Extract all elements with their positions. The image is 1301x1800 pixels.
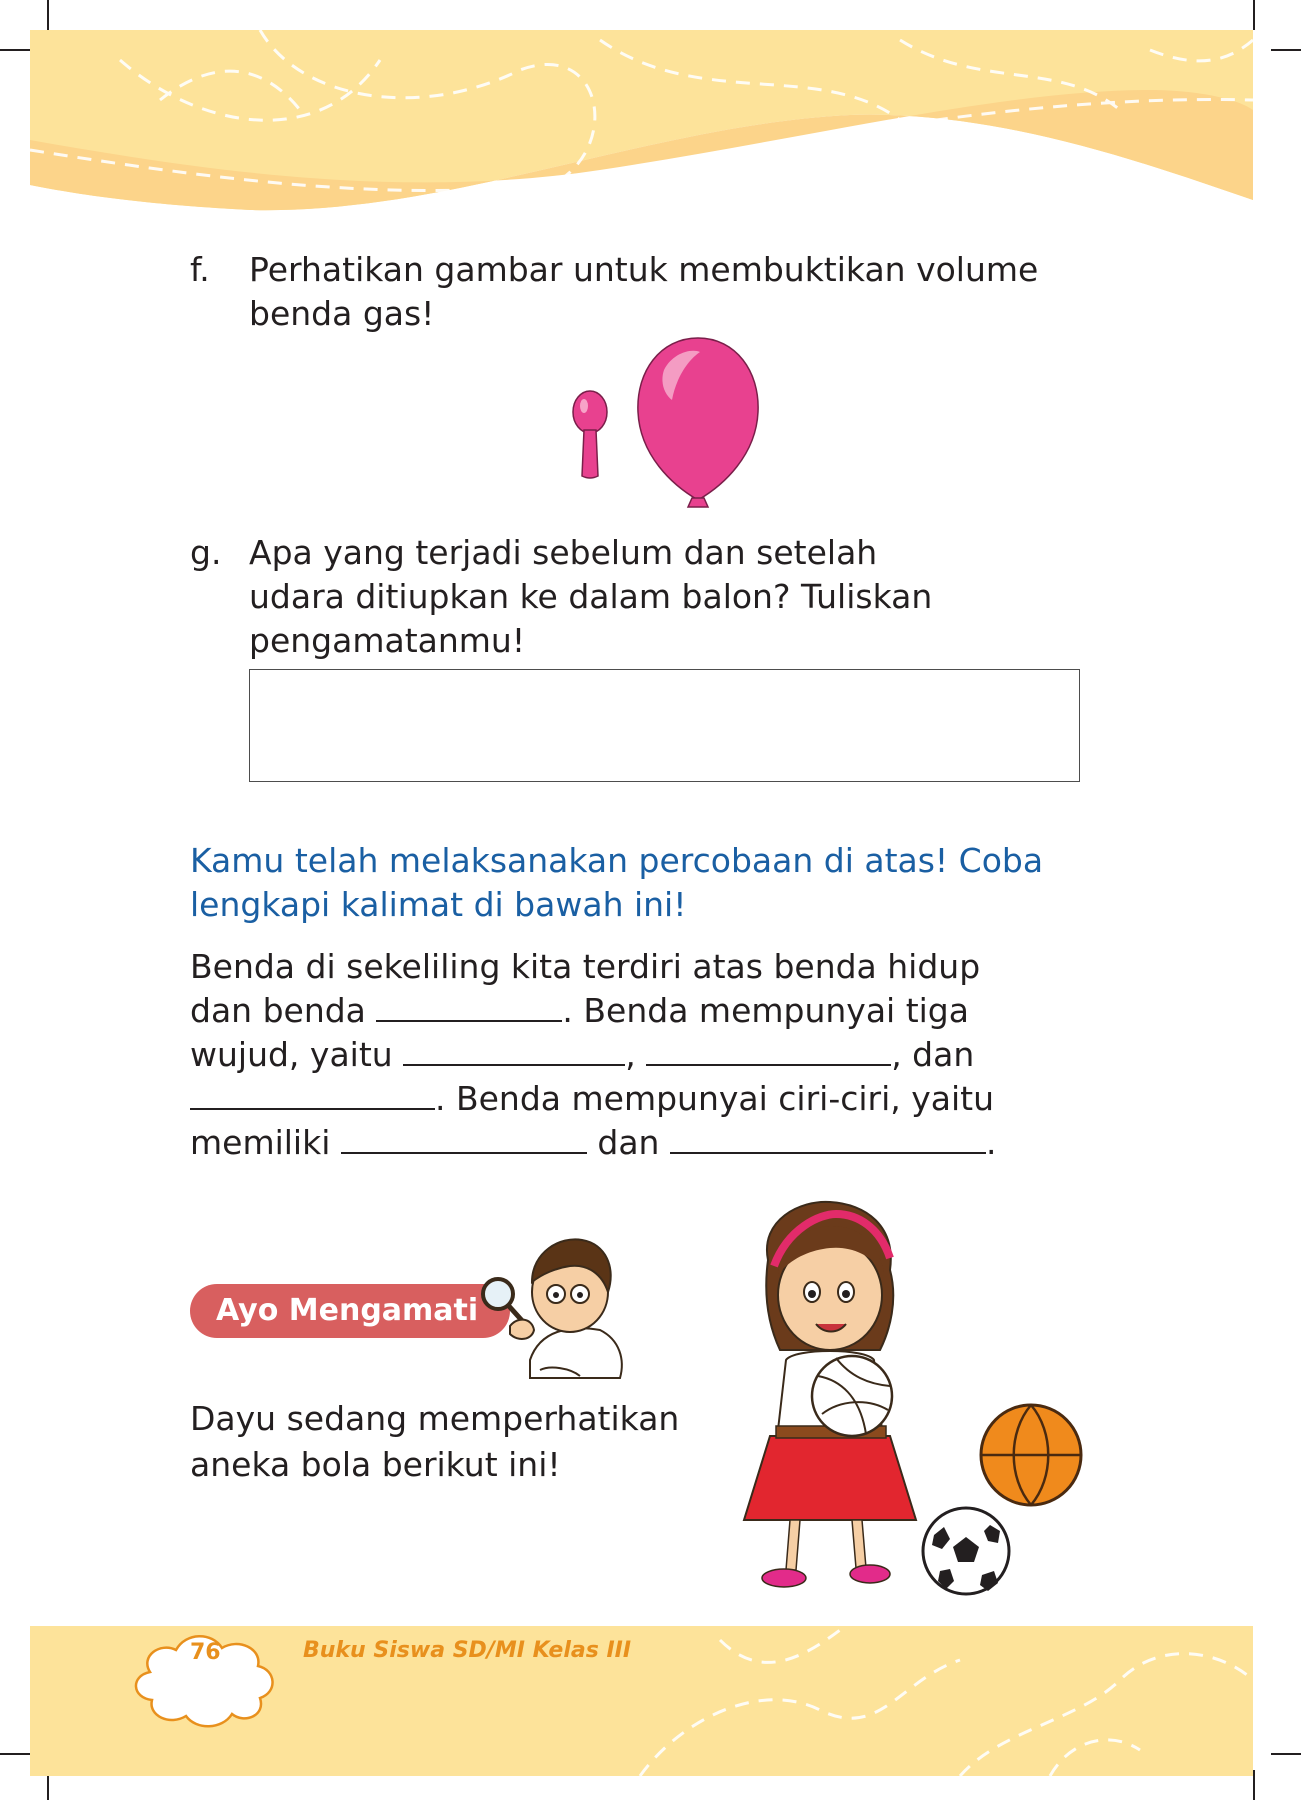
fill-in-text: . Benda mempunyai ciri-ciri, yaitu [435,1079,995,1118]
girl-with-volleyball-illustration [740,1200,920,1600]
instruction-line2: lengkapi kalimat di bawah ini! [190,885,687,924]
fill-in-text: dan [597,1123,660,1162]
item-g-line2: udara ditiupkan ke dalam balon? Tuliskan [249,577,933,616]
boy-with-magnifier-illustration [470,1230,630,1380]
blank-ciri-1[interactable] [341,1124,587,1154]
balloons-illustration [560,330,770,510]
fill-in-text: wujud, yaitu [190,1035,393,1074]
item-g-letter: g. [190,533,222,572]
item-f-letter: f. [190,250,210,289]
ayo-mengamati-title: Ayo Mengamati [216,1293,479,1328]
fill-in-text: dan benda [190,991,366,1030]
fill-in-line3 [190,1032,974,1077]
item-g-line3: pengamatanmu! [249,621,526,660]
blank-benda[interactable] [376,992,562,1022]
blank-ciri-2[interactable] [670,1124,986,1154]
basketball-illustration [978,1402,1084,1508]
small-balloon [573,391,607,478]
item-f-line1: Perhatikan gambar untuk membuktikan volume [249,250,1039,289]
instruction-line1: Kamu telah melaksanakan percobaan di atas! Coba [190,841,1044,880]
blank-wujud-1[interactable] [403,1036,625,1066]
dayu-line1: Dayu sedang memperhatikan [190,1399,680,1438]
dayu-line2: aneka bola berikut ini! [190,1445,561,1484]
fill-in-line5 [190,1120,996,1165]
fill-in-text: , [625,1035,636,1074]
page-number: 76 [190,1640,221,1665]
item-f-line2: benda gas! [249,294,435,333]
answer-box[interactable] [249,669,1080,782]
blank-wujud-3[interactable] [190,1080,435,1110]
blank-wujud-2[interactable] [646,1036,891,1066]
ayo-mengamati-banner [190,1284,510,1338]
fill-in-text: . Benda mempunyai tiga [562,991,969,1030]
book-title: Buku Siswa SD/MI Kelas III [303,1638,632,1663]
fill-in-line2 [190,988,969,1033]
fill-in-line4 [190,1076,994,1121]
soccer-ball-illustration [920,1505,1012,1597]
fill-in-line1: Benda di sekeliling kita terdiri atas benda hidup [190,947,981,986]
big-balloon [638,338,758,507]
item-g-line1: Apa yang terjadi sebelum dan setelah [249,533,878,572]
fill-in-text: , dan [891,1035,975,1074]
header-decoration [0,0,1301,260]
fill-in-text: memiliki [190,1123,331,1162]
fill-in-text: . [985,1123,997,1162]
